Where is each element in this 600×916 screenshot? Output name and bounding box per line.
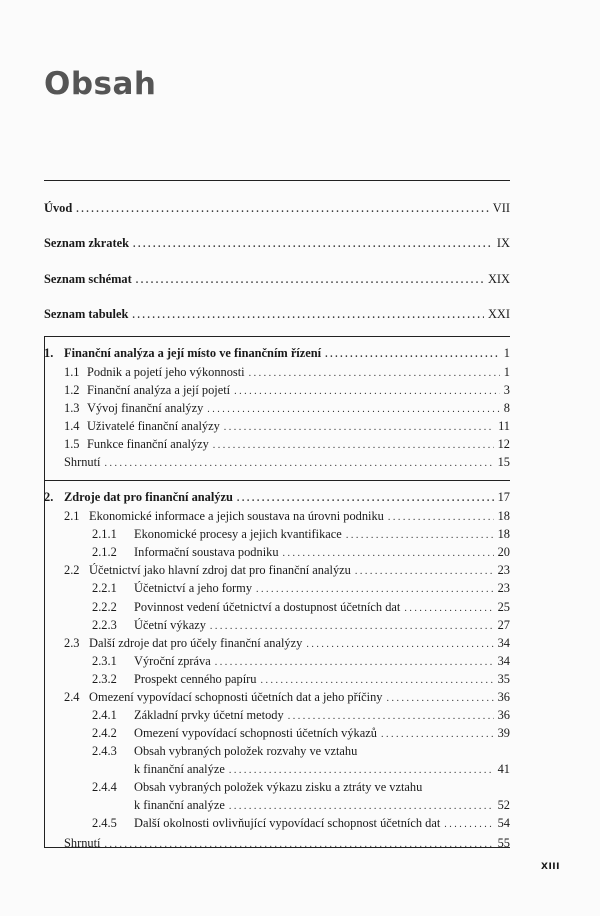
toc-entry-continuation[interactable] <box>134 762 510 778</box>
entry-label: Úvod <box>44 201 73 215</box>
entry-label: Seznam zkratek <box>44 236 129 250</box>
entry-page: XXI <box>487 307 510 321</box>
entry-number: 2.1.2 <box>92 545 117 559</box>
entry-number: 2.2 <box>64 563 80 577</box>
entry-number: 2.1.1 <box>92 527 117 541</box>
entry-page: 8 <box>503 401 510 415</box>
entry-page: 55 <box>497 836 510 850</box>
entry-number: 2.4 <box>64 690 80 704</box>
leader-dots <box>229 798 494 814</box>
leader-dots <box>76 201 489 217</box>
entry-page: 34 <box>497 636 510 650</box>
leader-dots <box>261 672 494 688</box>
toc-entry[interactable] <box>134 672 510 688</box>
entry-label: Omezení vypovídací schopnosti účetních dat a jeho příčiny <box>89 690 383 704</box>
entry-number: 1.4 <box>64 419 80 433</box>
toc-entry[interactable] <box>89 509 510 525</box>
entry-label: Povinnost vedení účetnictví a dostupnost účetních dat <box>134 600 401 614</box>
page-title: Obsah <box>44 66 157 102</box>
entry-page: 35 <box>497 672 510 686</box>
toc-entry[interactable] <box>87 437 510 453</box>
entry-number: 2.3.2 <box>92 672 117 686</box>
entry-page: 23 <box>497 581 510 595</box>
entry-number: 2.4.3 <box>92 744 117 758</box>
leader-dots <box>355 563 494 579</box>
entry-label: Funkce finanční analýzy <box>87 437 209 451</box>
toc-entry[interactable] <box>134 726 510 742</box>
entry-page: 36 <box>497 690 510 704</box>
entry-number: 1. <box>44 346 54 360</box>
toc-entry[interactable] <box>89 636 510 652</box>
entry-label: Seznam schémat <box>44 272 132 286</box>
entry-label: Ekonomické informace a jejich soustava na úrovni podniku <box>89 509 384 523</box>
leader-dots <box>346 527 494 543</box>
entry-label: Obsah vybraných položek rozvahy ve vztahu <box>134 744 358 758</box>
entry-number: 1.1 <box>64 365 80 379</box>
toc-entry[interactable] <box>64 346 510 362</box>
entry-number: 1.5 <box>64 437 80 451</box>
entry-page: 12 <box>497 437 510 451</box>
leader-dots <box>207 401 500 417</box>
leader-dots <box>132 307 484 323</box>
toc-entry[interactable] <box>87 365 510 381</box>
entry-page: 11 <box>498 419 510 433</box>
entry-page: 41 <box>497 762 510 776</box>
entry-page: IX <box>496 236 510 250</box>
entry-number: 2.2.1 <box>92 581 117 595</box>
entry-label: Výroční zpráva <box>134 654 211 668</box>
toc-entry[interactable] <box>64 490 510 506</box>
entry-label: Prospekt cenného papíru <box>134 672 257 686</box>
entry-page: 23 <box>497 563 510 577</box>
entry-page: 34 <box>497 654 510 668</box>
entry-page: XIX <box>487 272 510 286</box>
toc-entry[interactable] <box>44 201 510 217</box>
leader-dots <box>381 726 494 742</box>
entry-number: 1.2 <box>64 383 80 397</box>
toc-entry[interactable] <box>134 816 510 832</box>
entry-label: Finanční analýza a její pojetí <box>87 383 231 397</box>
leader-dots <box>249 365 500 381</box>
leader-dots <box>404 600 493 616</box>
leader-dots <box>237 490 494 506</box>
entry-number: 2.4.1 <box>92 708 117 722</box>
entry-page: 27 <box>497 618 510 632</box>
page-number: XIII <box>541 862 560 872</box>
leader-dots <box>444 816 493 832</box>
toc-entry[interactable] <box>89 563 510 579</box>
leader-dots <box>133 236 493 252</box>
section-rule <box>44 480 510 481</box>
toc-entry[interactable] <box>134 600 510 616</box>
entry-page: 39 <box>497 726 510 740</box>
entry-label: Další okolnosti ovlivňující vypovídací schopnost účetních dat <box>134 816 441 830</box>
entry-label: Obsah vybraných položek výkazu zisku a ztráty ve vztahu <box>134 780 423 794</box>
entry-page: VII <box>492 201 510 215</box>
entry-label-continued: k finanční analýze <box>134 798 225 812</box>
entry-number: 2.4.4 <box>92 780 117 794</box>
entry-page: 54 <box>497 816 510 830</box>
leader-dots <box>288 708 494 724</box>
top-rule <box>44 180 510 181</box>
entry-page: 52 <box>497 798 510 812</box>
entry-label: Shrnutí <box>64 455 101 469</box>
entry-label: Zdroje dat pro finanční analýzu <box>64 490 233 504</box>
leader-dots <box>105 455 494 471</box>
leader-dots <box>215 654 494 670</box>
toc-entry[interactable] <box>134 545 510 561</box>
toc-entry[interactable] <box>44 272 510 288</box>
section-rule <box>44 336 510 337</box>
entry-page: 25 <box>497 600 510 614</box>
entry-label: Vývoj finanční analýzy <box>87 401 204 415</box>
entry-label: Základní prvky účetní metody <box>134 708 284 722</box>
entry-label: Informační soustava podniku <box>134 545 279 559</box>
entry-page: 1 <box>503 346 510 360</box>
entry-label: Účetnictví a jeho formy <box>134 581 253 595</box>
left-rule <box>44 480 45 847</box>
entry-page: 17 <box>497 490 510 504</box>
toc-entry[interactable] <box>87 401 510 417</box>
entry-page: 3 <box>503 383 510 397</box>
entry-page: 18 <box>497 509 510 523</box>
entry-label: Podnik a pojetí jeho výkonnosti <box>87 365 245 379</box>
entry-label-continued: k finanční analýze <box>134 762 225 776</box>
leader-dots <box>325 346 500 362</box>
toc-entry[interactable] <box>134 744 357 758</box>
leader-dots <box>387 690 494 706</box>
entry-number: 2.4.5 <box>92 816 117 830</box>
leader-dots <box>283 545 494 561</box>
entry-number: 2.2.3 <box>92 618 117 632</box>
entry-number: 2.3.1 <box>92 654 117 668</box>
entry-label: Účetnictví jako hlavní zdroj dat pro finanční analýzu <box>89 563 351 577</box>
leader-dots <box>388 509 494 525</box>
toc-entry[interactable] <box>87 383 510 399</box>
entry-label: Další zdroje dat pro účely finanční analýzy <box>89 636 303 650</box>
leader-dots <box>136 272 484 288</box>
entry-label: Ekonomické procesy a jejich kvantifikace <box>134 527 342 541</box>
toc-entry[interactable] <box>87 419 510 435</box>
entry-number: 2.1 <box>64 509 80 523</box>
entry-number: 2. <box>44 490 54 504</box>
leader-dots <box>306 636 493 652</box>
toc-entry[interactable] <box>134 527 510 543</box>
leader-dots <box>210 618 494 634</box>
entry-number: 1.3 <box>64 401 80 415</box>
toc-entry[interactable] <box>134 618 510 634</box>
entry-page: 1 <box>503 365 510 379</box>
entry-label: Shrnutí <box>64 836 101 850</box>
entry-number: 2.2.2 <box>92 600 117 614</box>
toc-entry[interactable] <box>134 581 510 597</box>
entry-page: 15 <box>497 455 510 469</box>
toc-entry[interactable] <box>134 780 422 794</box>
toc-entry[interactable] <box>134 654 510 670</box>
leader-dots <box>256 581 494 597</box>
entry-label: Účetní výkazy <box>134 618 206 632</box>
entry-number: 2.4.2 <box>92 726 117 740</box>
entry-label: Omezení vypovídací schopnosti účetních výkazů <box>134 726 377 740</box>
toc-entry[interactable] <box>134 708 510 724</box>
entry-label: Seznam tabulek <box>44 307 129 321</box>
entry-page: 18 <box>497 527 510 541</box>
entry-page: 36 <box>497 708 510 722</box>
leader-dots <box>213 437 494 453</box>
toc-entry-continuation[interactable] <box>134 798 510 814</box>
leader-dots <box>105 836 494 852</box>
leader-dots <box>234 383 500 399</box>
toc-entry[interactable] <box>44 236 510 252</box>
leader-dots <box>229 762 494 778</box>
toc-entry[interactable] <box>89 690 510 706</box>
toc-entry[interactable] <box>44 307 510 323</box>
entry-number: 2.3 <box>64 636 80 650</box>
entry-page: 20 <box>497 545 510 559</box>
entry-label: Uživatelé finanční analýzy <box>87 419 220 433</box>
entry-label: Finanční analýza a její místo ve finančním řízení <box>64 346 322 360</box>
toc-entry[interactable] <box>64 836 510 852</box>
leader-dots <box>224 419 494 435</box>
toc-entry[interactable] <box>64 455 510 471</box>
